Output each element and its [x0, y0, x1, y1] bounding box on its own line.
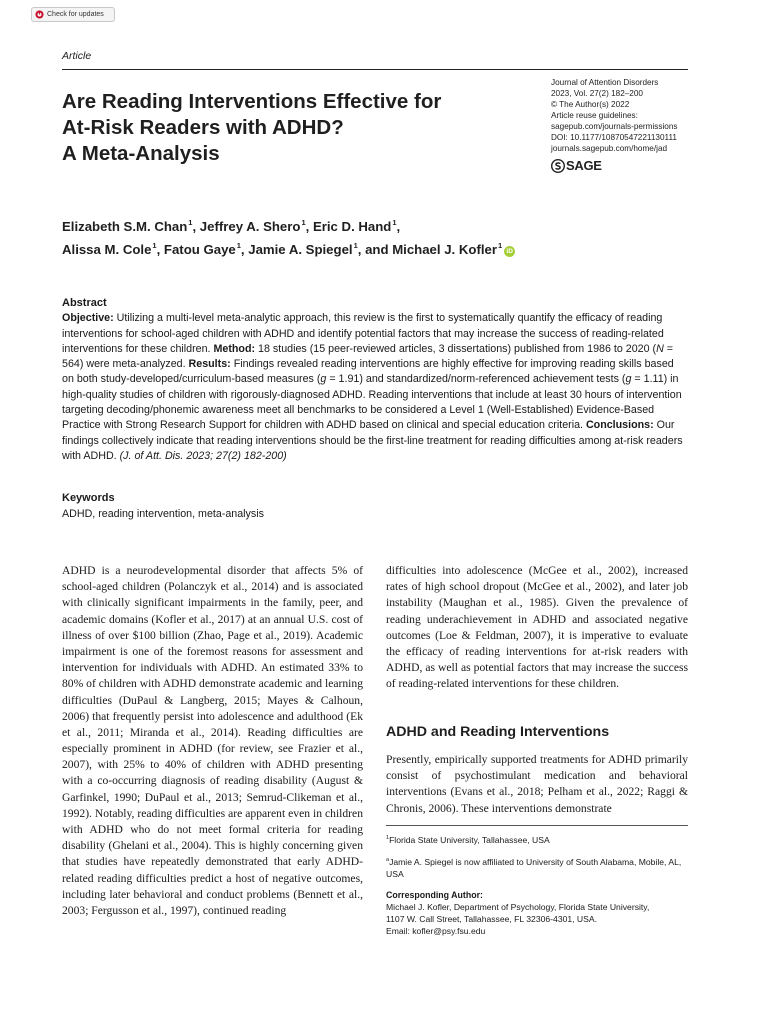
method-text: 18 studies (15 peer-reviewed articles, 3 dissertations) published from 1986 to 2020 (: [255, 342, 657, 355]
method-label: Method:: [213, 342, 256, 355]
footnote-gap: [386, 846, 688, 854]
orcid-icon[interactable]: iD: [504, 246, 515, 257]
author-name[interactable]: Eric D. Hand: [312, 219, 392, 234]
footnotes: [386, 832, 688, 937]
affiliation-mark: 1: [188, 218, 193, 227]
corresponding-author-address: Michael J. Kofler, Department of Psychology, Florida State University,: [386, 901, 650, 912]
affiliation-change-text: Jamie A. Spiegel is now affiliated to University of South Alabama, Mobile, AL, USA: [386, 857, 682, 880]
article-title: [62, 89, 522, 167]
abstract-section: [62, 296, 688, 464]
title-line: At-Risk Readers with ADHD?: [62, 116, 344, 139]
affiliation-mark: 1: [392, 218, 397, 227]
title-line: A Meta-Analysis: [62, 142, 220, 165]
author-separator: ,: [305, 219, 313, 234]
corresponding-author-heading: Corresponding Author:: [386, 889, 483, 900]
author-list: [62, 213, 682, 259]
author-name[interactable]: Elizabeth S.M. Chan: [62, 219, 188, 234]
keywords-heading: Keywords: [62, 492, 115, 504]
abstract-heading: Abstract: [62, 297, 107, 309]
keywords-section: [62, 490, 688, 522]
results-label: Results:: [188, 358, 231, 371]
footnote-rule: [386, 825, 688, 826]
affiliation-mark: 1: [152, 241, 157, 250]
footnote-gap: [386, 881, 688, 889]
sage-logo: [551, 158, 602, 173]
g-symbol: g: [320, 373, 327, 386]
affiliation-footnote: [386, 832, 688, 846]
corresponding-author-email[interactable]: Email: kofler@psy.fsu.edu: [386, 926, 486, 937]
objective-text: Utilizing a multi-level meta-analytic approach, this review is the first to systematically quantify the efficacy of reading interventions for school-aged children with ADHD and identify potential factors that may increase the success of reading-related interventions for these children.: [62, 312, 664, 355]
results-text: = 1.11) in high-quality studies of children with rigorously-diagnosed ADHD. Reading interventions that include at least 30 hours of intervention targeting decoding/phonemic awareness meet all benchmarks to be considered a Level 1 (Well-Established) Evidence-Based Practice with Strong Research Support for children with ADHD based on clinical and special education criteria.: [62, 373, 682, 432]
footnote-mark: 1: [386, 835, 390, 841]
n-symbol: N: [656, 342, 664, 355]
affiliation-change-note: [386, 854, 688, 880]
author-name[interactable]: Fatou Gaye: [163, 242, 236, 257]
doi-link[interactable]: DOI: 10.1177/10870547221130111: [551, 133, 677, 142]
permissions-link[interactable]: sagepub.com/journals-permissions: [551, 122, 678, 131]
method-text: = 564) were meta-analyzed.: [62, 342, 673, 371]
check-for-updates-label: Check for updates: [47, 11, 104, 18]
results-text: Findings revealed reading interventions are highly effective for improving reading skills based on both study-developed/curriculum-based measures (: [62, 358, 674, 386]
author-line: [62, 236, 682, 259]
article-type-label: Article: [62, 50, 92, 62]
header-rule: [62, 69, 688, 70]
objective-label: Objective:: [62, 312, 114, 325]
footnote-mark: a: [386, 857, 390, 864]
corresponding-author-address: 1107 W. Call Street, Tallahassee, FL 32306-4301, USA.: [386, 914, 597, 925]
sage-s-icon: [551, 159, 565, 173]
abstract-text: [62, 311, 688, 464]
section-paragraph: Presently, empirically supported treatments for ADHD primarily consist of psychostimulant medication and behavioral interventions (Evans et al., 2018; Pelham et al., 2022; Raggi & Chronis, 2006). These interventions demonstrate: [386, 753, 688, 815]
journal-info: [551, 77, 731, 154]
author-name[interactable]: Michael J. Kofler: [392, 242, 497, 257]
author-name[interactable]: Jeffrey A. Shero: [199, 219, 301, 234]
keywords-text: ADHD, reading intervention, meta-analysis: [62, 508, 264, 520]
results-text: = 1.91) and standardized/norm-referenced achievement tests (: [326, 373, 626, 386]
author-separator: ,: [396, 219, 401, 234]
journal-name: Journal of Attention Disorders: [551, 78, 659, 87]
affiliation-mark: 1: [498, 241, 503, 250]
author-line: [62, 213, 682, 236]
author-name[interactable]: Alissa M. Cole: [62, 242, 152, 257]
body-column-left: ADHD is a neurodevelopmental disorder that affects 5% of school-aged children (Polanczyk et al., 2014) and is associated with clinically significant impairments in the family, peer, and academic domains (Kofler et al., 2017) at an annual U.S. cost of illness of over $100 billion (Zhao, Page et al., 2019). Academic impairment is one of the foremost reasons for assessment and intervention for individuals with ADHD. An estimated 33% to 80% of children with ADHD demonstrate academic and learning difficulties (DuPaul & Langberg, 2015; Mayes & Calhoun, 2006) that frequently persist into adolescence and adulthood (Ek et al., 2011; Miranda et al., 2014). Reading difficulties are especially prominent in ADHD (for review, see Frazier et al., 2007), with 25% to 40% of children with ADHD presenting with a co-occurring diagnosis of reading disability (August & Garfinkel, 1990; DuPaul et al., 2013; Semrud-Clikeman et al., 1992). Notably, reading difficulties are apparent even in children with ADHD who do not meet formal criteria for reading disability (Ghelani et al., 2004). This is highly concerning given that studies have repeatedly demonstrated that early ADHD-related reading difficulties predict a host of negative outcomes, including later behavioral and conduct problems (Bennett et al., 2003; Fergusson et al., 1997), continued reading: [62, 564, 363, 917]
body-column-right: difficulties into adolescence (McGee et al., 2002), increased rates of high school dropout (McGee et al., 2002), and later job instability (Maughan et al., 1985). Given the prevalence of reading underachievement in ADHD and associated negative outcomes (Loe & Feldman, 2007), it is imperative to evaluate the efficacy of reading interventions for at-risk readers with ADHD, as well as potential factors that may increase the success of reading-related interventions for these children.: [386, 564, 688, 691]
abstract-citation: (J. of Att. Dis. 2023; 27(2) 182-200): [119, 449, 287, 462]
affiliation-mark: 1: [301, 218, 306, 227]
reuse-guidelines-label: Article reuse guidelines:: [551, 111, 638, 120]
check-for-updates-button[interactable]: [31, 7, 115, 22]
update-badge-icon: [35, 10, 44, 19]
affiliation-mark: 1: [353, 241, 358, 250]
g-symbol: g: [625, 373, 632, 386]
title-line: Are Reading Interventions Effective for: [62, 90, 442, 113]
section-heading: ADHD and Reading Interventions: [386, 724, 610, 740]
conclusions-label: Conclusions:: [585, 419, 654, 432]
affiliation-mark: 1: [236, 241, 241, 250]
copyright: © The Author(s) 2022: [551, 100, 630, 109]
author-separator: , and: [357, 242, 393, 257]
sage-logo-text: SAGE: [566, 158, 602, 173]
author-separator: ,: [240, 242, 249, 257]
journal-home-link[interactable]: journals.sagepub.com/home/jad: [551, 144, 668, 153]
author-name[interactable]: Jamie A. Spiegel: [248, 242, 353, 257]
conclusions-text: Our findings collectively indicate that reading interventions should be the first-line treatment for reading difficulties among at-risk readers with ADHD.: [62, 419, 683, 462]
journal-volume: 2023, Vol. 27(2) 182–200: [551, 89, 643, 98]
affiliation-text: Florida State University, Tallahassee, USA: [389, 835, 550, 845]
author-separator: ,: [192, 219, 200, 234]
author-separator: ,: [156, 242, 164, 257]
